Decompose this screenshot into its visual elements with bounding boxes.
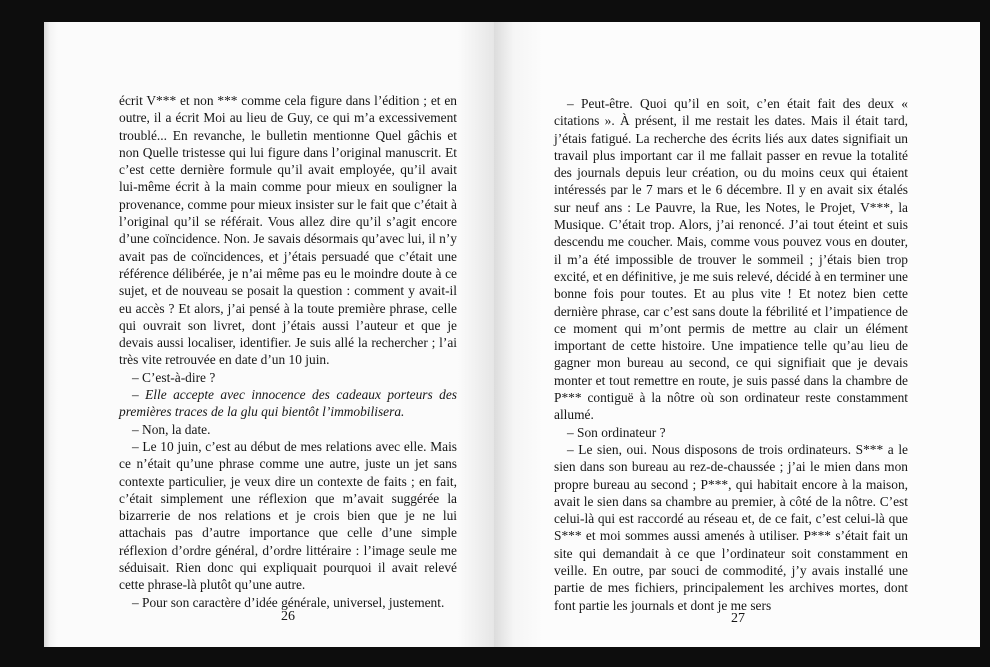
- paragraph: – C’est-à-dire ?: [132, 369, 216, 385]
- right-page: [494, 22, 980, 647]
- paragraph: – Pour son caractère d’idée générale, universel, justement.: [132, 594, 445, 610]
- paragraph: – Son ordinateur ?: [567, 424, 666, 440]
- page-number: 26: [281, 609, 295, 624]
- paragraph: écrit V*** et non *** comme cela figure dans l’édition ; et en outre, il a écrit Moi au lieu de Guy, ce qui m’a excessivement troublé... En revanche, le bulletin mentionne Quel gâchis et non Quelle tristesse qui lui figure dans l’original manuscrit. Et c’est cette dernière formule qu’il avait employée, qu’il avait lui-même écrit à la main comme pour mieux en souligner la provenance, comme pour mieux insister sur le fait que c’était à l’original qu’il se référait. Vous allez dire qu’il s’agit encore d’une coïncidence. Non. Je savais désormais qu’avec lui, il n’y avait pas de coïncidences, et j’étais persuadé que c’était une référence délibérée, je n’ai même pas eu le moindre doute à ce sujet, et de nouveau se posait la question : comment y avait-il eu accès ? Et alors, j’ai pensé à la toute première phrase, celle qui ouvrait son livret, dont j’étais aussi l’auteur et que je devais aussi localiser, identifier. Je suis allé la rechercher ; l’ai très vite retrouvée en date d’un 10 juin.: [119, 93, 457, 368]
- paragraph: – Le 10 juin, c’est au début de mes relations avec elle. Mais ce n’était qu’une phrase comme une autre, juste un jet sans contexte particulier, je veux dire un contexte de faits ; en fait, c’était simplement une réflexion que m’avait suggérée la bizarrerie de nos relations et je crois bien que je ne lui attachais pas d’autre importance que celle d’une simple réflexion d’ordre général, d’ordre littéraire : l’image seule me séduisait. Rien donc qui expliquait pourquoi il avait relevé cette phrase-là plutôt qu’une autre.: [119, 438, 457, 593]
- paragraph: – Non, la date.: [132, 421, 211, 437]
- book-spread: [44, 22, 980, 647]
- paragraph: – Peut-être. Quoi qu’il en soit, c’en était fait des deux « citations ». À présent, il me restait les dates. Mais il était tard, j’étais fatigué. La recherche des écrits liés aux dates signifiait un travail plus important car il me fallait passer en revue la totalité des journals depuis leur création, ou du moins ceux qui étaient intéressés par le 7 mars et le 6 décembre. Il y en avait six étalés sur neuf ans : Le Pauvre, la Rue, les Notes, le Projet, V***, la Musique. C’était trop. Alors, j’ai renoncé. J’ai tout éteint et suis descendu me coucher. Mais, comme vous pouvez vous en douter, il m’a été impossible de trouver le sommeil ; j’étais bien trop excité, et en définitive, je me suis relevé, décidé à en terminer une bonne fois pour toutes. Et au plus vite ! Et notez bien cette dernière phrase, car c’est sans doute la fébrilité et l’impatience de ce moment qui m’ont permis de mettre au clair un élément important de cette histoire. Une impatience telle qu’au lieu de gagner mon bureau au second, ce qui signifiait que je devais monter et tout remettre en route, je suis passé dans la chambre de P*** contiguë à la nôtre où son ordinateur reste constamment allumé.: [554, 96, 908, 423]
- left-page-text: [119, 92, 457, 611]
- left-page: [44, 22, 494, 647]
- paragraph: – Le sien, oui. Nous disposons de trois ordinateurs. S*** a le sien dans son bureau au rez-de-chaussée ; j’ai le mien dans mon propre bureau au second ; P***, qui habitait encore à la maison, avait le sien dans sa chambre au premier, à côté de la nôtre. C’est celui-là qui est raccordé au réseau et, de ce fait, c’est celui-là que S*** et moi sommes aussi amenés à utiliser. P*** s’était fait un site qui demandait à ce que l’ordinateur soit constamment en veille. En outre, par souci de commodité, j’y avais installé une partie de mes fichiers, principalement les archives mortes, dont font partie les journals et dont je me sers: [554, 441, 908, 613]
- right-page-text: [554, 95, 908, 614]
- paragraph-italic: – Elle accepte avec innocence des cadeaux porteurs des premières traces de la glu qui bientôt l’immobilisera.: [119, 387, 457, 420]
- page-number: 27: [731, 611, 745, 626]
